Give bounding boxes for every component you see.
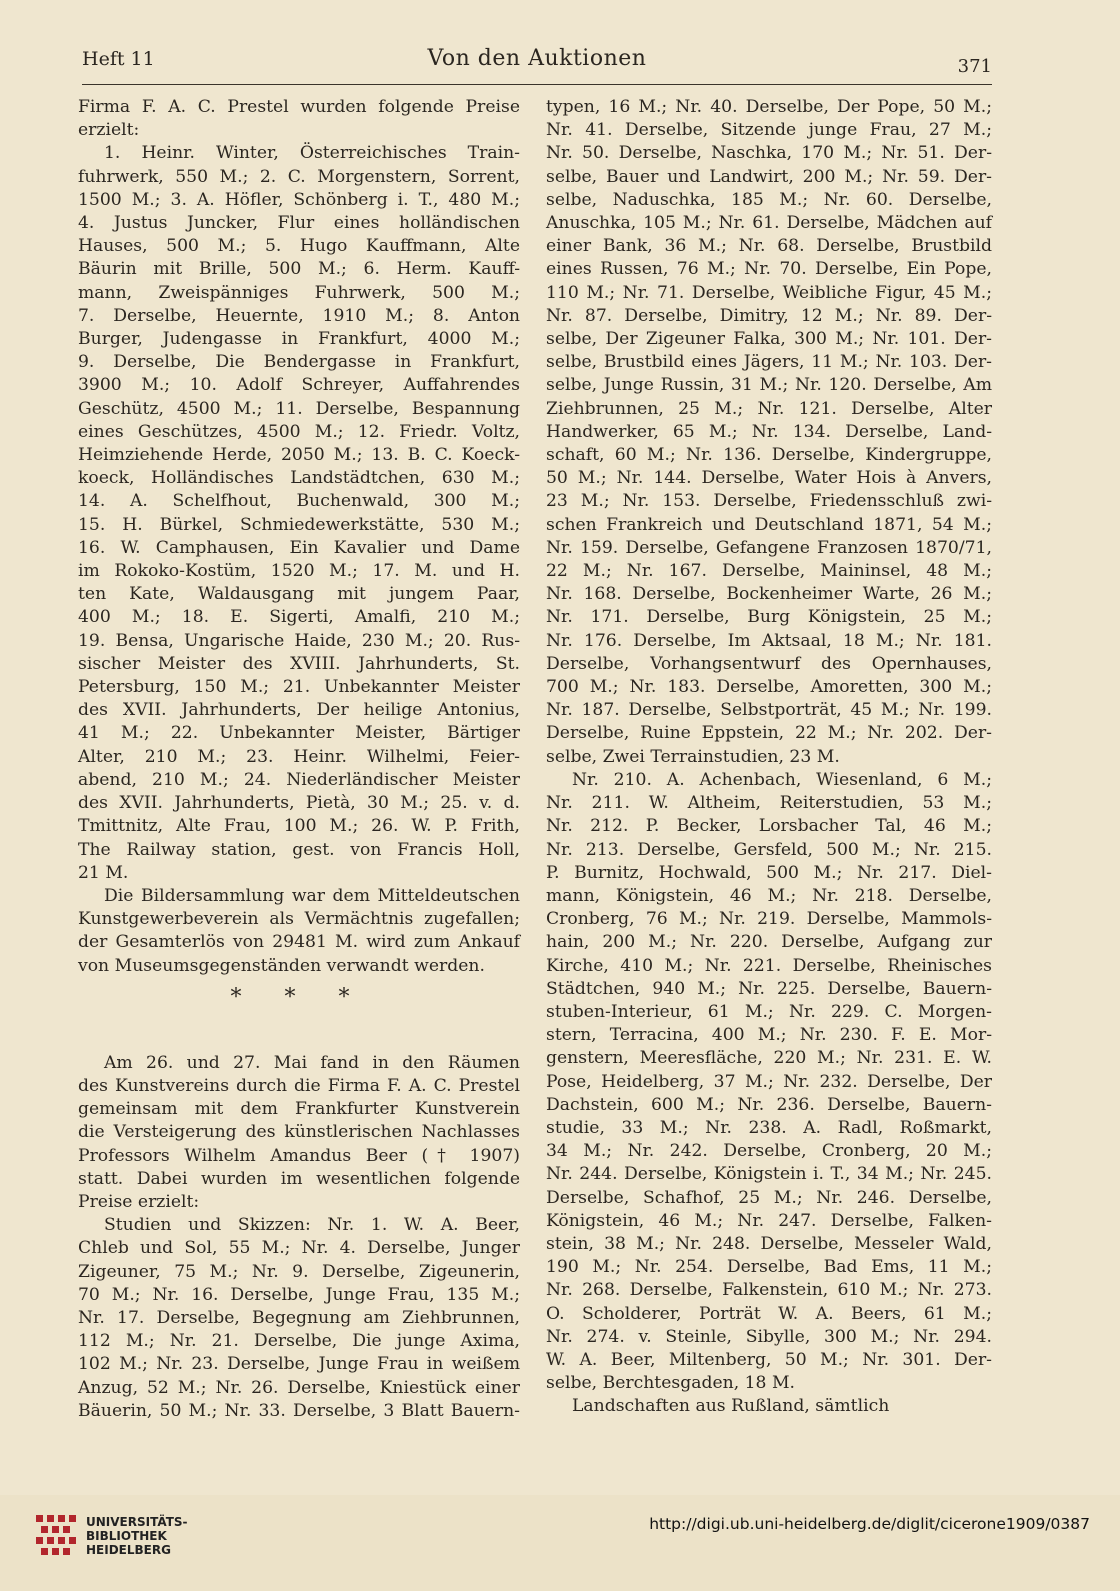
text-line: 190 M.; Nr. 254. Derselbe, Bad Ems, 11 M.; — [546, 1257, 992, 1278]
text-line: 110 M.; Nr. 71. Derselbe, Weibliche Figur, 45 M.; — [546, 282, 992, 303]
text-line: studie, 33 M.; Nr. 238. A. Radl, Roßmarkt, — [546, 1117, 992, 1138]
text-line: Petersburg, 150 M.; 21. Unbekannter Meister — [78, 677, 520, 698]
text-line: Die Bildersammlung war dem Mitteldeutschen — [104, 885, 520, 906]
text-line: stern, Terracina, 400 M.; Nr. 230. F. E. Mor- — [546, 1025, 992, 1046]
text-line: Nr. 187. Derselbe, Selbstporträt, 45 M.; Nr. 199. — [546, 700, 992, 721]
text-line: Städtchen, 940 M.; Nr. 225. Derselbe, Bauern- — [546, 978, 992, 999]
running-header — [82, 44, 992, 85]
text-line: Professors Wilhelm Amandus Beer († 1907) — [78, 1145, 520, 1166]
text-line: stein, 38 M.; Nr. 248. Derselbe, Messeler Wald, — [546, 1233, 992, 1254]
text-line: Nr. 212. P. Becker, Lorsbacher Tal, 46 M.; — [546, 816, 992, 837]
text-line: sischer Meister des XVIII. Jahrhunderts, St. — [78, 653, 520, 674]
text-line: selbe, Berchtesgaden, 18 M. — [546, 1373, 796, 1394]
text-line: selbe, Junge Russin, 31 M.; Nr. 120. Derselbe, Am — [546, 375, 992, 396]
text-line: abend, 210 M.; 24. Niederländischer Meister — [78, 769, 520, 790]
text-line: 9. Derselbe, Die Bendergasse in Frankfurt, — [78, 352, 520, 373]
text-line: Zigeuner, 75 M.; Nr. 9. Derselbe, Zigeunerin, — [78, 1261, 520, 1282]
text-line: 70 M.; Nr. 16. Derselbe, Junge Frau, 135 M.; — [78, 1284, 520, 1305]
library-name-line: HEIDELBERG — [86, 1543, 171, 1557]
text-line: Chleb und Sol, 55 M.; Nr. 4. Derselbe, Junger — [78, 1238, 520, 1259]
paragraph-gap — [78, 1034, 520, 1052]
text-line: Nr. 87. Derselbe, Dimitry, 12 M.; Nr. 89. Der- — [546, 305, 992, 326]
text-line: fuhrwerk, 550 M.; 2. C. Morgenstern, Sorrent, — [78, 166, 520, 187]
text-line: im Rokoko-Kostüm, 1520 M.; 17. M. und H. — [78, 561, 520, 582]
text-line: Bäuerin, 50 M.; Nr. 33. Derselbe, 3 Blatt Bauern- — [78, 1400, 520, 1421]
text-line: stuben-Interieur, 61 M.; Nr. 229. C. Morgen- — [546, 1001, 992, 1022]
text-line: Nr. 50. Derselbe, Naschka, 170 M.; Nr. 51. Der- — [546, 143, 992, 164]
text-line: 1500 M.; 3. A. Höfler, Schönberg i. T., 480 M.; — [78, 189, 520, 210]
text-line: Nr. 213. Derselbe, Gersfeld, 500 M.; Nr. 215. — [546, 839, 992, 860]
text-line: Nr. 210. A. Achenbach, Wiesenland, 6 M.; — [572, 769, 992, 790]
text-line: des Kunstvereins durch die Firma F. A. C. Prestel — [78, 1075, 520, 1096]
text-line: Cronberg, 76 M.; Nr. 219. Derselbe, Mammols- — [546, 909, 992, 930]
section-divider: * * * — [230, 984, 368, 1010]
text-line: gemeinsam mit dem Frankfurter Kunstverein — [78, 1099, 520, 1120]
text-line: selbe, Der Zigeuner Falka, 300 M.; Nr. 101. Der- — [546, 329, 992, 350]
text-line: Derselbe, Vorhangsentwurf des Opernhauses, — [546, 653, 992, 674]
text-line: 21 M. — [78, 862, 129, 883]
text-line: 14. A. Schelfhout, Buchenwald, 300 M.; — [78, 491, 520, 512]
text-line: erzielt: — [78, 120, 140, 141]
footer-bar — [0, 1495, 1120, 1591]
text-line: Nr. 274. v. Steinle, Sibylle, 300 M.; Nr. 294. — [546, 1326, 992, 1347]
text-line: 50 M.; Nr. 144. Derselbe, Water Hois à Anvers, — [546, 468, 992, 489]
section-title: Von den Auktionen — [427, 46, 647, 71]
text-line: Kirche, 410 M.; Nr. 221. Derselbe, Rheinisches — [546, 955, 992, 976]
text-line: mann, Königstein, 46 M.; Nr. 218. Derselbe, — [546, 885, 992, 906]
text-line: ten Kate, Waldausgang mit jungem Paar, — [78, 584, 520, 605]
text-line: 34 M.; Nr. 242. Derselbe, Cronberg, 20 M.; — [546, 1141, 992, 1162]
text-line: 7. Derselbe, Heuernte, 1910 M.; 8. Anton — [78, 305, 520, 326]
text-line: Preise erzielt: — [78, 1191, 200, 1212]
text-line: von Museumsgegenständen verwandt werden. — [78, 955, 485, 976]
text-line: selbe, Bauer und Landwirt, 200 M.; Nr. 59. Der- — [546, 166, 992, 187]
text-line: O. Scholderer, Porträt W. A. Beers, 61 M.; — [546, 1303, 992, 1324]
text-line: selbe, Zwei Terrainstudien, 23 M. — [546, 746, 840, 767]
text-line: Nr. 171. Derselbe, Burg Königstein, 25 M.; — [546, 607, 992, 628]
text-line: Nr. 176. Derselbe, Im Aktsaal, 18 M.; Nr. 181. — [546, 630, 992, 651]
text-line: schen Frankreich und Deutschland 1871, 54 M.; — [546, 514, 992, 535]
text-line: The Railway station, gest. von Francis Holl, — [78, 839, 520, 860]
left-column — [78, 96, 520, 1423]
text-line: Anuschka, 105 M.; Nr. 61. Derselbe, Mädchen auf — [546, 213, 992, 234]
library-name — [86, 1515, 188, 1557]
text-line: W. A. Beer, Miltenberg, 50 M.; Nr. 301. Der- — [546, 1349, 992, 1370]
library-name-line: UNIVERSITÄTS- — [86, 1515, 188, 1529]
text-line: Nr. 211. W. Altheim, Reiterstudien, 53 M.; — [546, 793, 992, 814]
text-line: eines Russen, 76 M.; Nr. 70. Derselbe, Ein Pope, — [546, 259, 992, 280]
text-line: Dachstein, 600 M.; Nr. 236. Derselbe, Bauern- — [546, 1094, 992, 1115]
text-line: P. Burnitz, Hochwald, 500 M.; Nr. 217. Diel- — [546, 862, 992, 883]
right-column — [546, 96, 992, 1419]
text-line: der Gesamterlös von 29481 M. wird zum Ankauf — [78, 932, 520, 953]
text-line: Nr. 17. Derselbe, Begegnung am Ziehbrunnen, — [78, 1307, 520, 1328]
text-line: 15. H. Bürkel, Schmiedewerkstätte, 530 M.; — [78, 514, 520, 535]
text-line: 112 M.; Nr. 21. Derselbe, Die junge Axima, — [78, 1331, 520, 1352]
text-line: Tmittnitz, Alte Frau, 100 M.; 26. W. P. Frith, — [78, 816, 520, 837]
text-line: selbe, Naduschka, 185 M.; Nr. 60. Derselbe, — [546, 189, 992, 210]
text-line: die Versteigerung des künstlerischen Nachlasses — [78, 1122, 520, 1143]
text-line: 4. Justus Juncker, Flur eines holländischen — [78, 213, 520, 234]
text-line: Geschütz, 4500 M.; 11. Derselbe, Bespannung — [78, 398, 520, 419]
text-line: Firma F. A. C. Prestel wurden folgende Preise — [78, 97, 520, 117]
text-line: Derselbe, Ruine Eppstein, 22 M.; Nr. 202. Der- — [546, 723, 992, 744]
text-line: 102 M.; Nr. 23. Derselbe, Junge Frau in weißem — [78, 1354, 520, 1375]
text-line: Nr. 168. Derselbe, Bockenheimer Warte, 26 M.; — [546, 584, 992, 605]
text-line: Nr. 268. Derselbe, Falkenstein, 610 M.; Nr. 273. — [546, 1280, 992, 1301]
text-line: Nr. 244. Derselbe, Königstein i. T., 34 M.; Nr. 245. — [546, 1164, 992, 1185]
text-line: typen, 16 M.; Nr. 40. Derselbe, Der Pope, 50 M.; — [546, 97, 992, 117]
text-line: 3900 M.; 10. Adolf Schreyer, Auffahrendes — [78, 375, 520, 396]
text-line: 700 M.; Nr. 183. Derselbe, Amoretten, 300 M.; — [546, 677, 992, 698]
text-line: hain, 200 M.; Nr. 220. Derselbe, Aufgang zur — [546, 932, 992, 953]
text-line: Am 26. und 27. Mai fand in den Räumen — [104, 1052, 520, 1073]
text-line: Anzug, 52 M.; Nr. 26. Derselbe, Kniestück einer — [78, 1377, 520, 1398]
text-line: des XVII. Jahrhunderts, Der heilige Antonius, — [78, 700, 520, 721]
text-line: Bäurin mit Brille, 500 M.; 6. Herm. Kauff- — [78, 259, 520, 280]
text-line: statt. Dabei wurden im wesentlichen folgende — [78, 1168, 520, 1189]
library-name-line: BIBLIOTHEK — [86, 1529, 167, 1543]
text-line: 1. Heinr. Winter, Österreichisches Train- — [104, 143, 520, 164]
text-line: Nr. 41. Derselbe, Sitzende junge Frau, 27 M.; — [546, 120, 992, 141]
text-line: Nr. 159. Derselbe, Gefangene Franzosen 1870/71, — [546, 537, 992, 558]
text-line: 16. W. Camphausen, Ein Kavalier und Dame — [78, 537, 520, 558]
text-line: 23 M.; Nr. 153. Derselbe, Friedensschluß zwi- — [546, 491, 992, 512]
university-library-logo-icon — [34, 1513, 80, 1559]
page-number: 371 — [957, 56, 992, 77]
text-line: Pose, Heidelberg, 37 M.; Nr. 232. Derselbe, Der — [546, 1071, 992, 1092]
text-line: Handwerker, 65 M.; Nr. 134. Derselbe, Land- — [546, 421, 992, 442]
text-line: 400 M.; 18. E. Sigerti, Amalfi, 210 M.; — [78, 607, 520, 628]
text-line: Königstein, 46 M.; Nr. 247. Derselbe, Falken- — [546, 1210, 992, 1231]
text-line: Derselbe, Schafhof, 25 M.; Nr. 246. Derselbe, — [546, 1187, 992, 1208]
text-line: Landschaften aus Rußland, sämtlich — [572, 1396, 890, 1417]
text-line: 22 M.; Nr. 167. Derselbe, Maininsel, 48 M.; — [546, 561, 992, 582]
text-line: genstern, Meeresfläche, 220 M.; Nr. 231. E. W. — [546, 1048, 992, 1069]
text-line: Hauses, 500 M.; 5. Hugo Kauffmann, Alte — [78, 236, 520, 257]
text-line: einer Bank, 36 M.; Nr. 68. Derselbe, Brustbild — [546, 236, 992, 257]
text-line: koeck, Holländisches Landstädtchen, 630 M.; — [78, 468, 520, 489]
text-line: selbe, Brustbild eines Jägers, 11 M.; Nr. 103. Der- — [546, 352, 992, 373]
text-line: mann, Zweispänniges Fuhrwerk, 500 M.; — [78, 282, 520, 303]
text-line: Studien und Skizzen: Nr. 1. W. A. Beer, — [104, 1215, 520, 1236]
text-line: des XVII. Jahrhunderts, Pietà, 30 M.; 25. v. d. — [78, 793, 520, 814]
text-line: Burger, Judengasse in Frankfurt, 4000 M.; — [78, 329, 520, 350]
text-line: eines Geschützes, 4500 M.; 12. Friedr. Voltz, — [78, 421, 520, 442]
text-line: Ziehbrunnen, 25 M.; Nr. 121. Derselbe, Alter — [546, 398, 992, 419]
text-line: 19. Bensa, Ungarische Haide, 230 M.; 20. Rus- — [78, 630, 520, 651]
text-line: Heimziehende Herde, 2050 M.; 13. B. C. Koeck- — [78, 445, 520, 466]
text-line: 41 M.; 22. Unbekannter Meister, Bärtiger — [78, 723, 520, 744]
text-line: Alter, 210 M.; 23. Heinr. Wilhelmi, Feier- — [78, 746, 520, 767]
text-line: Kunstgewerbeverein als Vermächtnis zugefallen; — [78, 909, 520, 930]
text-line: schaft, 60 M.; Nr. 136. Derselbe, Kindergruppe, — [546, 445, 992, 466]
source-url-link[interactable]: http://digi.ub.uni-heidelberg.de/diglit/cicerone1909/0387 — [649, 1515, 1090, 1533]
issue-label: Heft 11 — [82, 48, 155, 70]
